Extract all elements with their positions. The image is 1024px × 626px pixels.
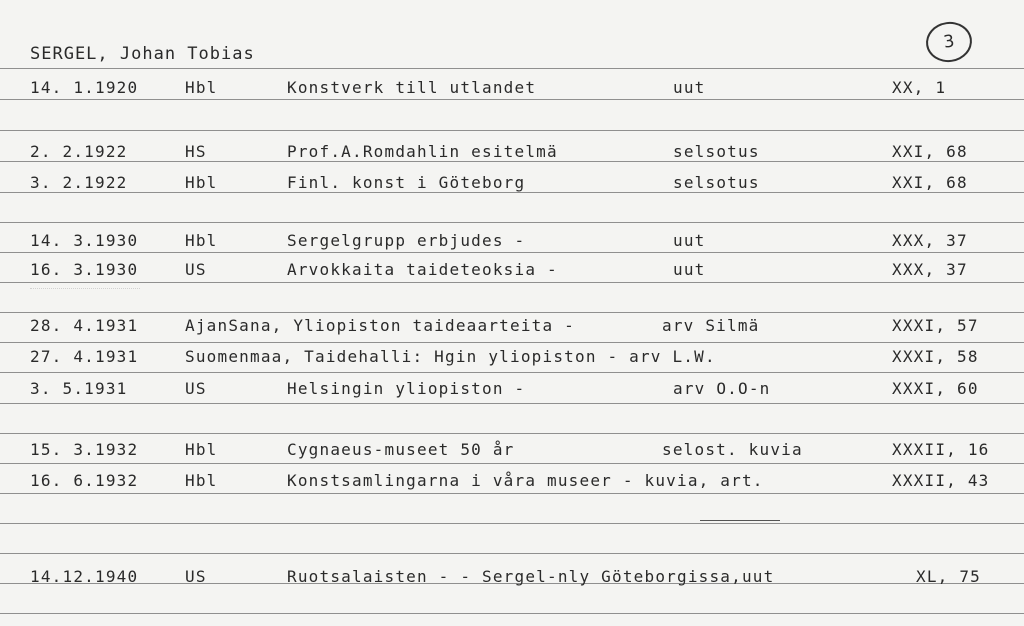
entry-ref: XXXI, 57 <box>892 316 979 335</box>
entry-date: 3. 5.1931 <box>30 379 128 398</box>
entry-ref: XXXII, 16 <box>892 440 990 459</box>
card-header-name: SERGEL, Johan Tobias <box>30 44 255 64</box>
entry-row <box>0 173 1024 197</box>
faded-marks <box>30 288 140 299</box>
ruling-line <box>0 130 1024 131</box>
entry-row <box>0 260 1024 284</box>
entry-type: selost. kuvia <box>662 440 803 459</box>
entry-row <box>0 440 1024 464</box>
entry-source: Suomenmaa, Taidehalli: Hgin yliopiston - arv L.W. <box>185 347 716 366</box>
entry-type: arv O.O-n <box>673 379 771 398</box>
ruling-line <box>0 342 1024 343</box>
ruling-line <box>0 553 1024 554</box>
entry-date: 2. 2.1922 <box>30 142 128 161</box>
entry-source: AjanSana, Yliopiston taideaarteita - <box>185 316 575 335</box>
entry-ref: XL, 75 <box>916 567 981 586</box>
entry-source: Hbl <box>185 471 218 490</box>
entry-title: Finl. konst i Göteborg <box>287 173 526 192</box>
card-number: 3 <box>942 31 956 53</box>
card-number-circle <box>923 19 974 65</box>
ruling-line <box>0 403 1024 404</box>
entry-date: 3. 2.1922 <box>30 173 128 192</box>
entry-row <box>0 347 1024 371</box>
entry-source: US <box>185 379 207 398</box>
entry-source: Hbl <box>185 78 218 97</box>
entry-ref: XXI, 68 <box>892 142 968 161</box>
ruling-line <box>0 372 1024 373</box>
ruling-line <box>0 222 1024 223</box>
entry-date: 14. 1.1920 <box>30 78 139 97</box>
entry-row <box>0 379 1024 403</box>
entry-type: arv Silmä <box>662 316 760 335</box>
entry-date: 16. 3.1930 <box>30 260 139 279</box>
entry-type: selsotus <box>673 142 760 161</box>
entry-type: uut <box>673 231 706 250</box>
entry-title: Konstsamlingarna i våra museer - kuvia, art. <box>287 471 764 490</box>
ruling-line <box>0 523 1024 524</box>
entry-date: 28. 4.1931 <box>30 316 139 335</box>
entry-type: uut <box>673 260 706 279</box>
entry-row <box>0 231 1024 255</box>
entry-source: Hbl <box>185 231 218 250</box>
entry-ref: XXI, 68 <box>892 173 968 192</box>
entry-ref: XXX, 37 <box>892 260 968 279</box>
entry-title: Sergelgrupp erbjudes - <box>287 231 526 250</box>
entry-ref: XXXI, 58 <box>892 347 979 366</box>
entry-row <box>0 471 1024 495</box>
entry-date: 15. 3.1932 <box>30 440 139 459</box>
entry-title: Prof.A.Romdahlin esitelmä <box>287 142 558 161</box>
ruling-line <box>0 68 1024 69</box>
entry-source: US <box>185 260 207 279</box>
entry-date: 14.12.1940 <box>30 567 139 586</box>
entry-title: Ruotsalaisten - - Sergel-nly Göteborgissa,uut <box>287 567 775 586</box>
entry-date: 27. 4.1931 <box>30 347 139 366</box>
entry-type: selsotus <box>673 173 760 192</box>
entry-ref: XXX, 37 <box>892 231 968 250</box>
entry-source: US <box>185 567 207 586</box>
entry-ref: XXXII, 43 <box>892 471 990 490</box>
entry-row <box>0 78 1024 102</box>
entry-ref: XXXI, 60 <box>892 379 979 398</box>
stray-mark <box>700 520 780 521</box>
entry-source: HS <box>185 142 207 161</box>
ruling-line <box>0 433 1024 434</box>
entry-title: Arvokkaita taideteoksia - <box>287 260 558 279</box>
entry-ref: XX, 1 <box>892 78 947 97</box>
entry-source: Hbl <box>185 173 218 192</box>
entry-row <box>0 567 1024 591</box>
entry-row <box>0 142 1024 166</box>
entry-title: Cygnaeus-museet 50 år <box>287 440 515 459</box>
entry-source: Hbl <box>185 440 218 459</box>
ruling-line <box>0 613 1024 614</box>
entry-title: Konstverk till utlandet <box>287 78 537 97</box>
entry-date: 14. 3.1930 <box>30 231 139 250</box>
entry-type: uut <box>673 78 706 97</box>
ruling-line <box>0 312 1024 313</box>
entry-title: Helsingin yliopiston - <box>287 379 526 398</box>
entry-row <box>0 316 1024 340</box>
entry-date: 16. 6.1932 <box>30 471 139 490</box>
